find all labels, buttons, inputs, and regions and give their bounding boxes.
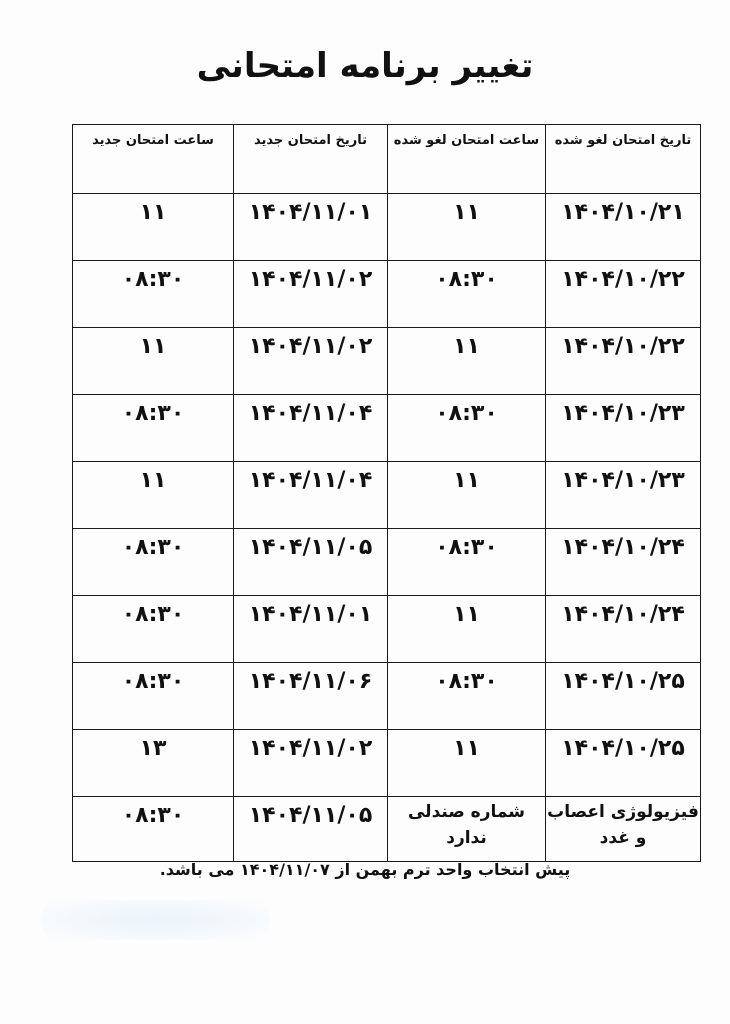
table-header-row bbox=[73, 125, 701, 194]
cell-cancelled-time: ۱۱ bbox=[388, 730, 546, 797]
cell-seat-note: شماره صندلی ندارد bbox=[388, 797, 546, 862]
cell-cancelled-date: ۱۴۰۴/۱۰/۲۳ bbox=[546, 395, 701, 462]
cell-new-time: ۰۸:۳۰ bbox=[73, 797, 234, 862]
registration-note: پیش انتخاب واحد ترم بهمن از ۱۴۰۴/۱۱/۰۷ می باشد. bbox=[159, 860, 571, 879]
page-title: تغییر برنامه امتحانی bbox=[196, 46, 534, 86]
table-row bbox=[73, 730, 701, 797]
exam-schedule-table bbox=[72, 124, 701, 862]
cell-cancelled-time: ۰۸:۳۰ bbox=[388, 261, 546, 328]
cell-cancelled-date: ۱۴۰۴/۱۰/۲۲ bbox=[546, 261, 701, 328]
cell-cancelled-date: ۱۴۰۴/۱۰/۲۴ bbox=[546, 529, 701, 596]
header-cancelled-date: تاریخ امتحان لغو شده bbox=[546, 125, 701, 194]
table-row bbox=[73, 529, 701, 596]
cell-new-time: ۰۸:۳۰ bbox=[73, 529, 234, 596]
cell-new-date: ۱۴۰۴/۱۱/۰۲ bbox=[234, 261, 388, 328]
cell-cancelled-date: ۱۴۰۴/۱۰/۲۵ bbox=[546, 730, 701, 797]
cell-cancelled-date: ۱۴۰۴/۱۰/۲۳ bbox=[546, 462, 701, 529]
cell-new-time: ۱۳ bbox=[73, 730, 234, 797]
cell-cancelled-time: ۰۸:۳۰ bbox=[388, 529, 546, 596]
cell-cancelled-date: ۱۴۰۴/۱۰/۲۵ bbox=[546, 663, 701, 730]
header-cancelled-time: ساعت امتحان لغو شده bbox=[388, 125, 546, 194]
cell-new-date: ۱۴۰۴/۱۱/۰۶ bbox=[234, 663, 388, 730]
cell-new-date: ۱۴۰۴/۱۱/۰۵ bbox=[234, 797, 388, 862]
cell-new-date: ۱۴۰۴/۱۱/۰۲ bbox=[234, 328, 388, 395]
cell-cancelled-date: ۱۴۰۴/۱۰/۲۱ bbox=[546, 194, 701, 261]
cell-new-time: ۱۱ bbox=[73, 328, 234, 395]
cell-cancelled-time: ۰۸:۳۰ bbox=[388, 663, 546, 730]
cell-new-time: ۱۱ bbox=[73, 194, 234, 261]
cell-cancelled-time: ۱۱ bbox=[388, 596, 546, 663]
cell-new-time: ۰۸:۳۰ bbox=[73, 395, 234, 462]
cell-new-time: ۱۱ bbox=[73, 462, 234, 529]
cell-new-date: ۱۴۰۴/۱۱/۰۱ bbox=[234, 596, 388, 663]
table-row bbox=[73, 462, 701, 529]
cell-new-time: ۰۸:۳۰ bbox=[73, 596, 234, 663]
cell-new-date: ۱۴۰۴/۱۱/۰۵ bbox=[234, 529, 388, 596]
scan-smudge bbox=[40, 900, 270, 940]
cell-new-time: ۰۸:۳۰ bbox=[73, 261, 234, 328]
table-row bbox=[73, 395, 701, 462]
table-row bbox=[73, 261, 701, 328]
cell-cancelled-date: ۱۴۰۴/۱۰/۲۴ bbox=[546, 596, 701, 663]
cell-new-date: ۱۴۰۴/۱۱/۰۱ bbox=[234, 194, 388, 261]
table-row bbox=[73, 596, 701, 663]
table-row bbox=[73, 328, 701, 395]
header-new-date: تاریخ امتحان جدید bbox=[234, 125, 388, 194]
cell-course-name: فیزیولوژی اعصاب و غدد bbox=[546, 797, 701, 862]
cell-cancelled-date: ۱۴۰۴/۱۰/۲۲ bbox=[546, 328, 701, 395]
cell-new-date: ۱۴۰۴/۱۱/۰۴ bbox=[234, 395, 388, 462]
cell-cancelled-time: ۱۱ bbox=[388, 328, 546, 395]
header-new-time: ساعت امتحان جدید bbox=[73, 125, 234, 194]
cell-cancelled-time: ۱۱ bbox=[388, 462, 546, 529]
cell-new-time: ۰۸:۳۰ bbox=[73, 663, 234, 730]
table-row bbox=[73, 194, 701, 261]
table-row bbox=[73, 663, 701, 730]
cell-cancelled-time: ۰۸:۳۰ bbox=[388, 395, 546, 462]
cell-cancelled-time: ۱۱ bbox=[388, 194, 546, 261]
cell-new-date: ۱۴۰۴/۱۱/۰۴ bbox=[234, 462, 388, 529]
table-row bbox=[73, 797, 701, 862]
cell-new-date: ۱۴۰۴/۱۱/۰۲ bbox=[234, 730, 388, 797]
